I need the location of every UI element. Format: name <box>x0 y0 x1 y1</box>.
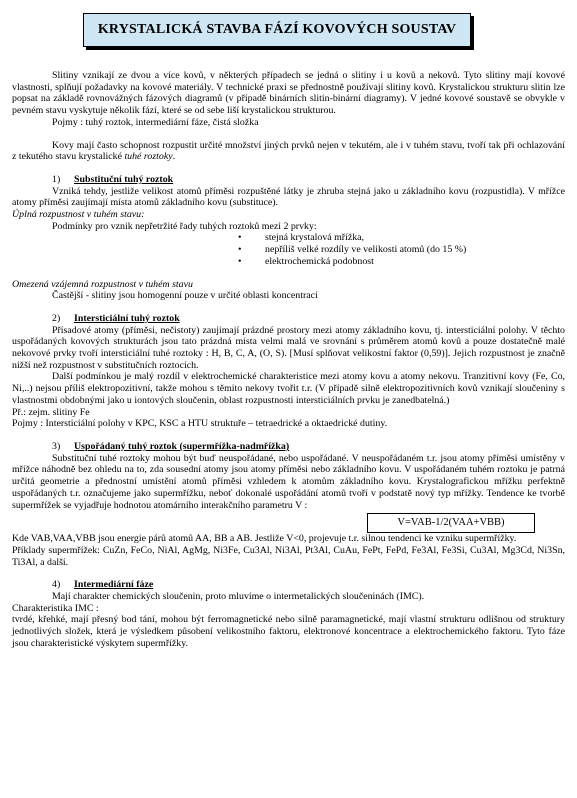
document-body <box>12 70 565 650</box>
section-4-heading: 4) Intermediární fáze <box>52 579 154 591</box>
section-2-paragraph: Přísadové atomy (příměsi, nečistoty) zaujímají prázdné prostory mezi atomy základního kovu, tj. intersticiální polohy. V těchto uspořádaných kovových strukturách jsou tato prázdná místa velmi malá ve srovnání s průměrem atomů kovů a pouze dostatečně malé nekovové prvky tvoří intersticiální tuhé roztoky : H, B, C, A, (O, S). [Musí splňovat velikostní faktor (0,59)]. Jejich rozpustnost je značně nižší než rozpustnost v substitučních roztocích. <box>12 324 565 371</box>
title-box <box>83 13 471 47</box>
section-3-kde: Kde VAB,VAA,VBB jsou energie párů atomů AA, BB a AB. Jestliže V<0, projevuje t.r. silnou tendenci ke vzniku supermřížky. <box>12 533 517 545</box>
section-1-often: Častější - slitiny jsou homogenní pouze v určité oblasti koncentrací <box>52 290 318 302</box>
list-item: • nepříliš velké rozdíly ve velikosti atomů (do 15 %) <box>12 244 565 256</box>
intro-paragraph: Slitiny vznikají ze dvou a více kovů, v některých případech se jedná o slitiny i u kovů a nekovů. Tyto slitiny mají kovové vlastnosti, splňují požadavky na kovové materiály. V technické praxi se přednostně používají slitiny kovů. Krystalickou strukturu slitin lze popsat na základě rovnovážných fázových diagramů (v případě binárních slitin-binární diagramy). V jedné kovové soustavě se obvykle v pevném stavu vyskytuje několik fází, které se od sebe liší krystalickou strukturou. <box>12 70 565 117</box>
list-item: • elektrochemická podobnost <box>12 256 565 268</box>
section-3-heading: 3) Uspořádaný tuhý roztok (supermřížka-nadmřížka) <box>52 440 290 452</box>
section-4-description: tvrdé, křehké, mají přesný bod tání, mohou být ferromagnetické nebo silně paramagnetické, mají vlastní strukturu odlišnou od struktury jednotlivých složek, která je výsledkem působení velikostního faktoru, elektronové koncentrace a elektrochemického faktoru. Tyto fáze jsou charakteristické výskytem supermřížky. <box>12 614 565 649</box>
section-4-characteristics-label: Charakteristika IMC : <box>12 602 99 614</box>
section-2-heading: 2) Intersticiální tuhý roztok <box>52 312 180 324</box>
section-2-pojmy: Pojmy : Intersticiální polohy v KPC, KSC a HTU struktuře – tetraedrické a oktaedrické dutiny. <box>12 418 388 430</box>
section-2-example: Př.: zejm. slitiny Fe <box>12 406 90 418</box>
section-1-subheading-full: Úplná rozpustnost v tuhém stavu: <box>12 209 145 221</box>
page-title: KRYSTALICKÁ STAVBA FÁZÍ KOVOVÝCH SOUSTAV <box>97 22 457 37</box>
section-1-paragraph: Vzniká tehdy, jestliže velikost atomů příměsi rozpuštěné látky je zhruba stejná jako u základního kovu (rozpustidla). V mřížce atomy příměsi zaujímají místa atomů základního kovu (substituce). <box>12 185 565 209</box>
intro-paragraph-2: Kovy mají často schopnost rozpustit určité množství jiných prvků nejen v tekutém, ale i v tuhém stavu, tvoří tak při ochlazování z tekutého stavu krystalické tuhé roztoky. <box>12 139 565 163</box>
tuhe-roztoky-italic: tuhé roztoky <box>124 151 173 163</box>
equation-box: V=VAB-1/2(VAA+VBB) <box>367 513 535 533</box>
section-3-examples: Příklady supermřížek: CuZn, FeCo, NiAl, AgMg, Ni3Fe, Cu3Al, Ni3Al, Pt3Al, CuAu, FePt, FePd, Fe3Al, Fe3Si, Cu3Al, Mg3Cd, Ni3Sn, Ti3Al, a další. <box>12 544 565 568</box>
list-item: • stejná krystalová mřížka, <box>12 232 565 244</box>
section-1-subheading-limited: Omezená vzájemná rozpustnost v tuhém stavu <box>12 278 193 290</box>
conditions-list <box>12 232 565 267</box>
intro-pojmy: Pojmy : tuhý roztok, intermediární fáze, čistá složka <box>52 116 259 128</box>
section-4-paragraph: Mají charakter chemických sloučenin, proto mluvíme o intermetalických sloučeninách (IMC). <box>52 591 425 603</box>
section-3-paragraph: Substituční tuhé roztoky mohou být buď neuspořádané, nebo uspořádané. V neuspořádaném t.r. jsou atomy příměsi umístěny v mřížce náhodně bez ohledu na to, zda sousední atomy jsou atomy příměsi nebo základního kovu. V uspořádaném tuhém roztoku je patrná určitá geometrie a přednostní umístění atomů příměsi vzhledem k atomům základního kovu. Krystalografickou mřížku perfektně uspořádaných t.r. označujeme jako supermřížku, neboť dokonalé uspořádání atomů tvoří v podstatě nový typ mřížky. Tendence ke tvorbě supermřížek se vyjadřuje hodnotou atomárního interakčního parametru V : <box>12 452 565 511</box>
section-1-conditions: Podmínky pro vznik nepřetržité řady tuhých roztoků mezi 2 prvky: <box>52 220 317 232</box>
section-1-heading: 1) Substituční tuhý roztok <box>52 173 174 185</box>
section-2-paragraph-2: Další podmínkou je malý rozdíl v elektrochemické charakteristice mezi atomy kovu a atomy nekovu. Tranzitivní kovy (Fe, Co, Ni,..) nejsou příliš elektropozitivní, takže mohou s těmito nekovy tvořit t.r. (V případě silně elektropozitivních kovů vznikají sloučeniny s vlastnostmi obdobnými jako u iontových sloučenin, oblast rozpustnosti intersticiálních prvku je zanedbatelná.) <box>12 371 565 406</box>
